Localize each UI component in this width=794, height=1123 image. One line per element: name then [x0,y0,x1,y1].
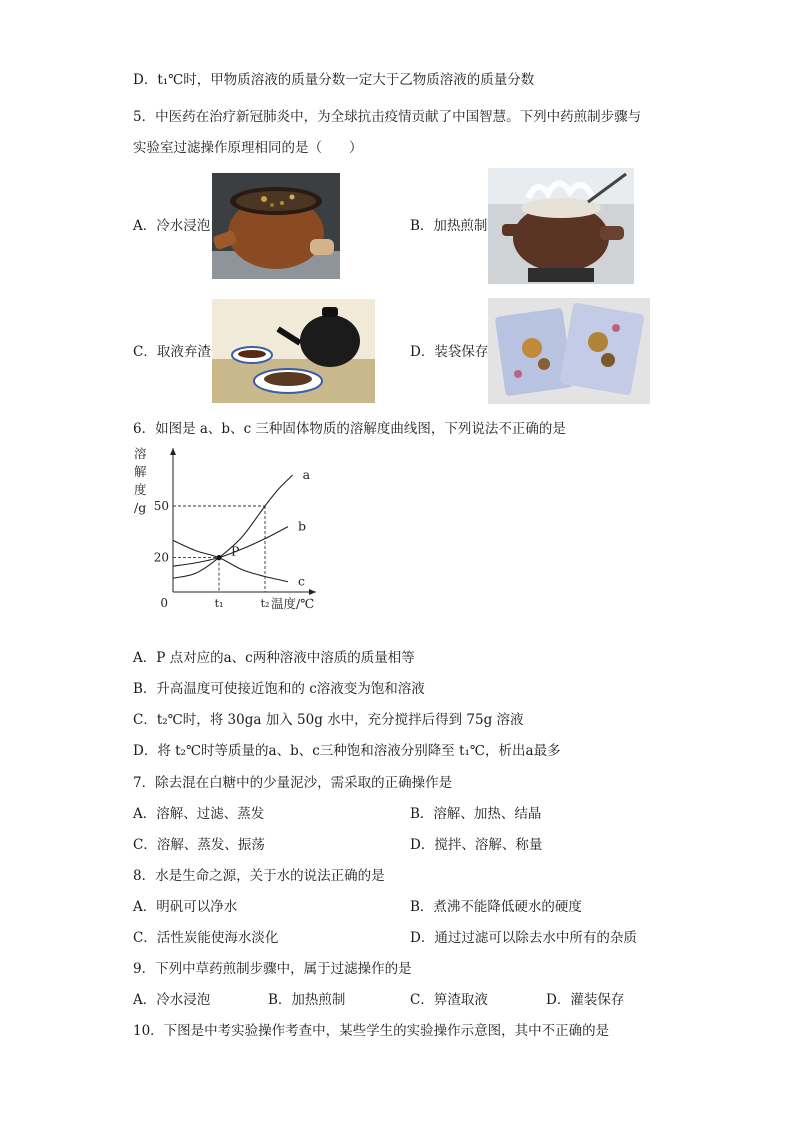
q8-option-c[interactable]: C．活性炭能使海水淡化 [133,930,279,946]
q10-stem: 10．下图是中考实验操作考查中，某些学生的实验操作示意图，其中不正确的是 [133,1023,610,1039]
y-axis-label: 溶解度/g [134,446,147,515]
y-axis-arrow [170,448,176,455]
q7-option-d[interactable]: D．搅拌、溶解、称量 [410,837,543,853]
q8-option-d[interactable]: D．通过过滤可以除去水中所有的杂质 [410,930,637,946]
x-tick-label-2: t₂ [260,597,270,610]
q8-stem: 8．水是生命之源，关于水的说法正确的是 [133,868,385,884]
q7-option-b[interactable]: B．溶解、加热、结晶 [410,806,542,822]
q9-option-a[interactable]: A．冷水浸泡 [133,992,211,1008]
q6-stem: 6．如图是 a、b、c 三种固体物质的溶解度曲线图，下列说法不正确的是 [133,421,566,437]
y-tick-label-20: 20 [153,550,169,565]
q9-option-b[interactable]: B．加热煎制 [268,992,346,1008]
curve-a [173,475,293,578]
point-p-label: P [231,543,240,559]
q9-stem: 9．下列中草药煎制步骤中，属于过滤操作的是 [133,961,412,977]
q5-stem-line1: 5．中医药在治疗新冠肺炎中，为全球抗击疫情贡献了中国智慧。下列中药煎制步骤与 [133,109,642,125]
q7-option-c[interactable]: C．溶解、蒸发、振荡 [133,837,265,853]
solubility-chart-svg [128,440,328,620]
q7-stem: 7．除去混在白糖中的少量泥沙，需采取的正确操作是 [133,775,453,791]
q4-option-d: D．t₁℃时，甲物质溶液的质量分数一定大于乙物质溶液的质量分数 [133,72,535,88]
q6-option-c[interactable]: C．t₂℃时，将 30ga 加入 50g 水中，充分搅拌后得到 75g 溶液 [133,712,524,728]
q5-option-a[interactable]: A．冷水浸泡 [133,218,211,234]
x-axis-arrow [309,589,316,595]
y-tick-label-50: 50 [153,499,169,513]
curve-label-c: c [298,573,306,589]
clay-pot-herbs-image [212,173,340,279]
solubility-chart [128,440,328,624]
q6-option-a[interactable]: A．P 点对应的a、c两种溶液中溶质的质量相等 [133,650,415,666]
origin-label: 0 [160,596,168,610]
curve-label-b: b [298,518,307,534]
q5-option-b[interactable]: B．加热煎制 [410,218,488,234]
herb-packets-image [488,298,650,404]
x-axis-label: 温度/℃ [271,596,315,611]
q5-stem-line2: 实验室过滤操作原理相同的是（ ） [133,140,363,156]
q9-option-d[interactable]: D．灌装保存 [546,992,625,1008]
q5-option-c[interactable]: C．取液弃渣 [133,344,211,360]
q5-option-d[interactable]: D．装袋保存 [410,344,489,360]
curve-label-a: a [302,467,311,483]
q6-option-d[interactable]: D．将 t₂℃时等质量的a、b、c三种饱和溶液分别降至 t₁℃，析出a最多 [133,743,561,759]
q8-option-a[interactable]: A．明矾可以净水 [133,899,238,915]
q9-option-c[interactable]: C．箅渣取液 [410,992,488,1008]
steaming-pot-image [488,168,634,284]
point-p [216,555,221,560]
q6-option-b[interactable]: B．升高温度可使接近饱和的 c溶液变为饱和溶液 [133,681,425,697]
q8-option-b[interactable]: B．煮沸不能降低硬水的硬度 [410,899,582,915]
x-tick-label-1: t₁ [214,597,224,610]
teapot-and-cup-image [212,299,375,403]
q7-option-a[interactable]: A．溶解、过滤、蒸发 [133,806,265,822]
